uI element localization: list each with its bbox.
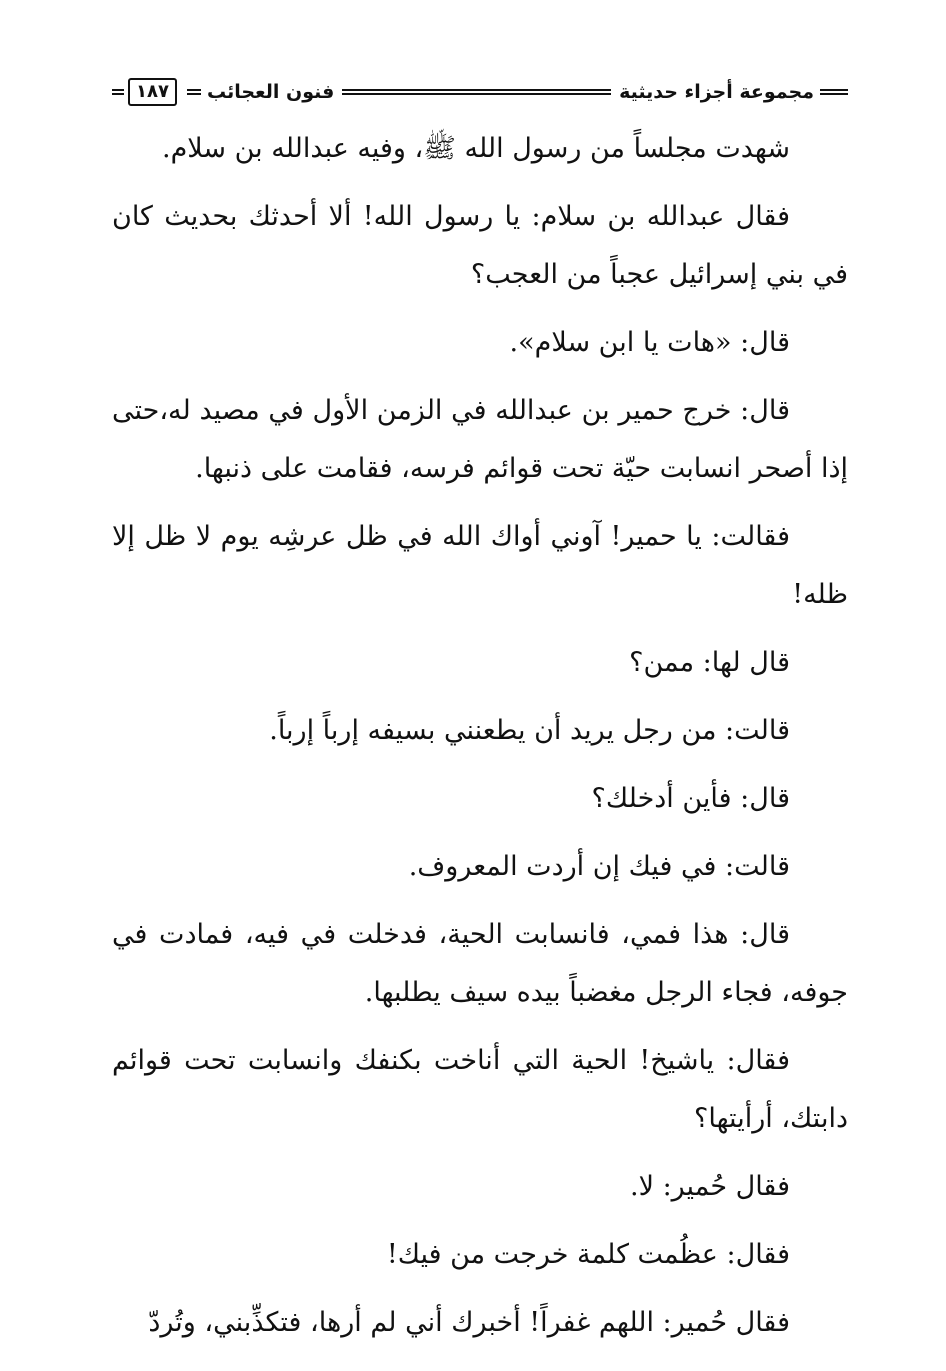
paragraph: شهدت مجلساً من رسول الله ﷺ، وفيه عبدالله بن سلام.	[161, 133, 790, 164]
paragraph: قال: «هات يا ابن سلام».	[509, 327, 790, 358]
paragraph: فقال: عظُمت كلمة خرجت من فيك!	[386, 1239, 790, 1270]
paragraph: فقال عبدالله بن سلام: يا رسول الله! ألا أحدثك بحديث كان في بني إسرائيل عجباً من العجب؟	[112, 201, 848, 290]
paragraph: فقال حُمير: اللهم غفراً! أخبرك أني لم أرها، فتكذِّبني، وتُردّ	[148, 1307, 790, 1338]
header-rule-right	[820, 89, 848, 95]
chapter-title: فنون العجائب	[206, 81, 335, 103]
paragraph: قالت: من رجل يريد أن يطعنني بسيفه إرباً إرباً.	[269, 715, 790, 746]
header-rule-left	[112, 89, 124, 95]
paragraph: قال: فأين أدخلك؟	[591, 783, 790, 814]
page-number: ١٨٧	[128, 78, 177, 106]
page-body	[112, 120, 848, 1352]
paragraph: قال: خرج حمير بن عبدالله في الزمن الأول في مصيد له،حتى إذا أصحر انسابت حيّة تحت قوائم فرسه، فقامت على ذنبها.	[112, 395, 848, 484]
header-rule-long	[342, 89, 611, 95]
paragraph: فقالت: يا حمير! آوني أواك الله في ظل عرشِه يوم لا ظل إلا ظله!	[112, 521, 848, 610]
header-rule-mid	[187, 89, 201, 95]
paragraph: قالت: في فيك إن أردت المعروف.	[408, 851, 790, 882]
paragraph: فقال: ياشيخ! الحية التي أناخت بكنفك وانسابت تحت قوائم دابتك، أرأيتها؟	[112, 1045, 848, 1134]
paragraph: فقال حُمير: لا.	[630, 1171, 790, 1202]
paragraph: قال: هذا فمي، فانسابت الحية، فدخلت في فيه، فمادت في جوفه، فجاء الرجل مغضباً بيده سيف يطلبها.	[112, 919, 848, 1008]
paragraph: قال لها: ممن؟	[629, 647, 790, 678]
book-title: مجموعة أجزاء حديثية	[619, 81, 814, 103]
running-header	[112, 72, 848, 112]
